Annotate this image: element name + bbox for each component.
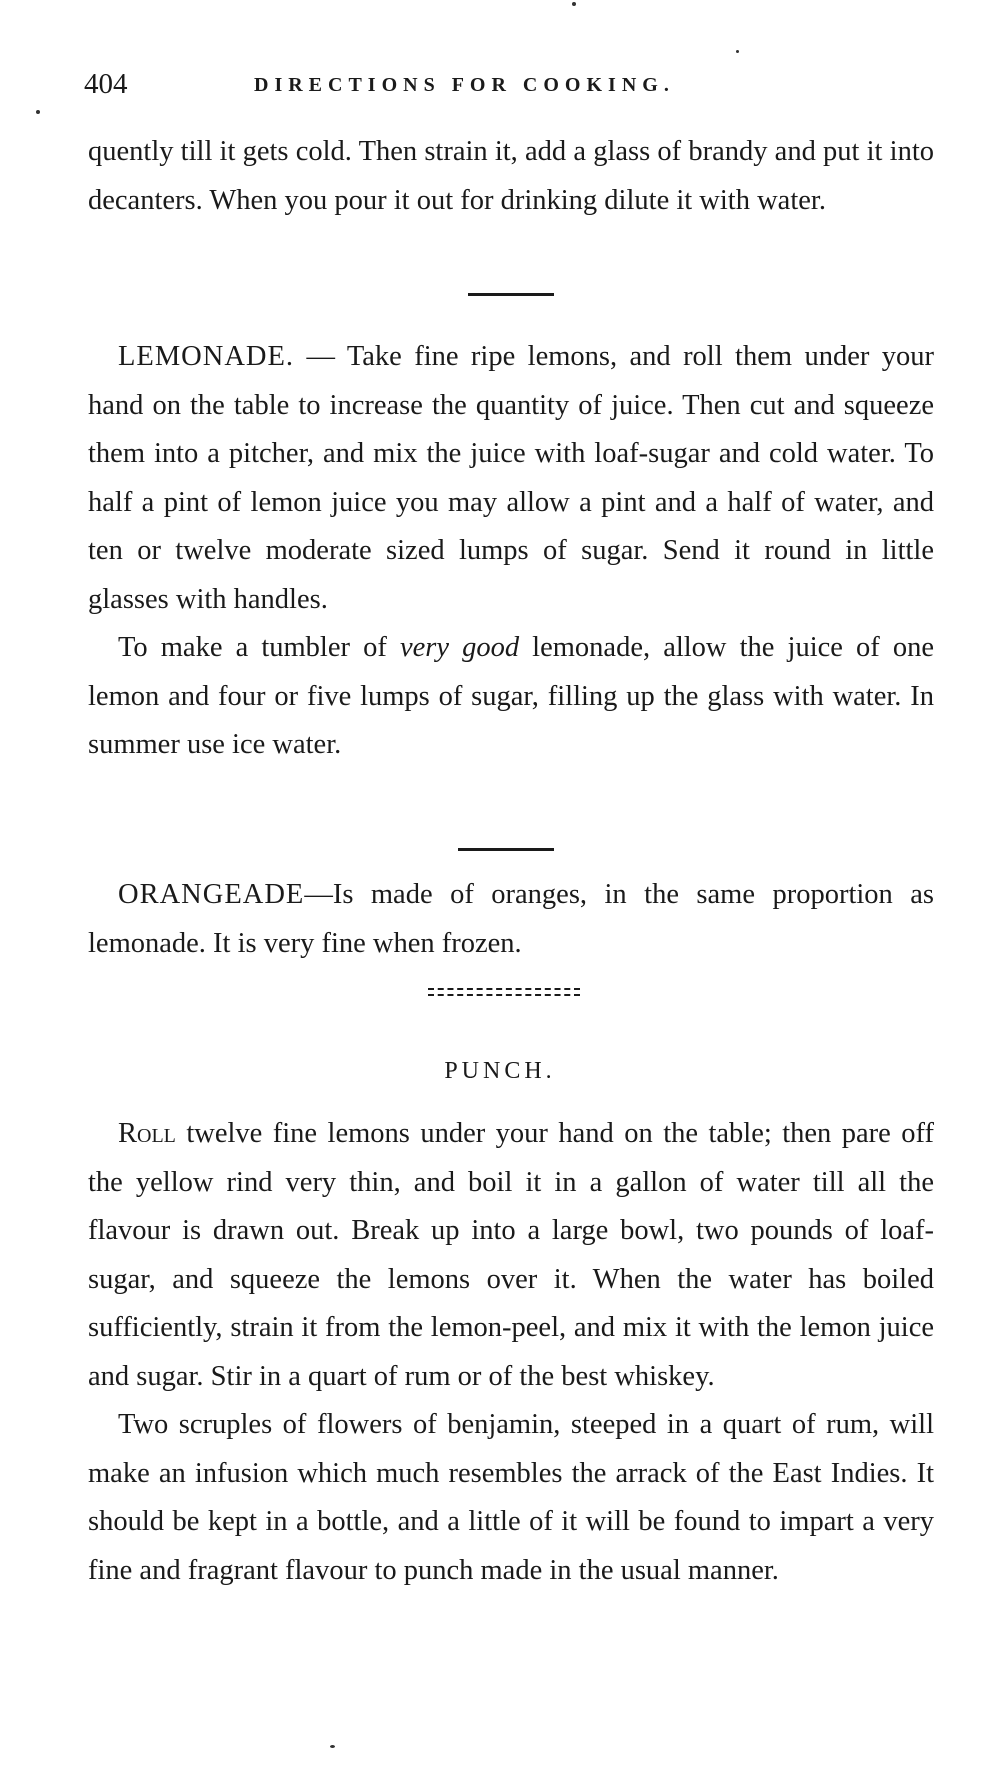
scan-speck [330, 1745, 335, 1748]
section-divider [458, 848, 554, 851]
ornamental-divider [428, 988, 580, 996]
lemonade-heading: LEMONADE. [118, 341, 295, 372]
tumbler-text-after: lemonade, allow the juice of one lemon and four or five lumps of sugar, filling up the glass with water. In summer use ice water. [88, 632, 935, 760]
lemonade-dash: — [294, 341, 347, 372]
lemonade-paragraph [88, 333, 934, 624]
lemonade-section [88, 333, 934, 770]
orangeade-body: —Is made of oranges, in the same proportion as lemonade. It is very fine when frozen. [88, 879, 934, 959]
page-header [84, 68, 944, 108]
punch-paragraph-1-body: twelve fine lemons under your hand on the table; then pare off the yellow rind very thin, and boil it in a gallon of water till all the flavour is drawn out. Break up into a large bowl, two pounds of loaf-sugar, and squeeze the lemons over it. When the water has boiled sufficiently, strain it from the lemon-peel, and mix it with the lemon juice and sugar. Stir in a quart of rum or of the best whiskey. [88, 1118, 934, 1392]
orangeade-paragraph [88, 871, 934, 968]
punch-title: PUNCH. [444, 1058, 556, 1084]
scan-speck [572, 2, 576, 6]
orangeade-section [88, 871, 934, 968]
orangeade-heading: ORANGEADE [118, 879, 305, 910]
intro-paragraph: quently till it gets cold. Then strain it, add a glass of brandy and put it into decanters. When you pour it out for drinking dilute it with water. [88, 136, 934, 216]
tumbler-text-before: To make a tumbler of [118, 632, 400, 663]
section-divider [468, 293, 554, 296]
punch-paragraph-1 [88, 1110, 934, 1401]
tumbler-emphasis: very good [399, 632, 520, 663]
intro-paragraph-block [88, 128, 934, 225]
punch-paragraph-2: Two scruples of flowers of benjamin, steeped in a quart of rum, will make an infusion which much resembles the arrack of the East Indies. It should be kept in a bottle, and a little of it will be found to impart a very fine and fragrant flavour to punch made in the usual manner. [88, 1409, 934, 1586]
scan-speck [36, 110, 40, 114]
punch-first-word: Roll [118, 1118, 176, 1149]
scan-speck [736, 50, 739, 53]
lemonade-body: Take fine ripe lemons, and roll them under your hand on the table to increase the quantity of juice. Then cut and squeeze them into a pitcher, and mix the juice with loaf-sugar and cold water. To half a pint of lemon juice you may allow a pint and a half of water, and ten or twelve moderate sized lumps of sugar. Send it round in little glasses with handles. [88, 341, 934, 615]
punch-section [88, 1110, 934, 1595]
page-number: 404 [84, 68, 128, 100]
lemonade-tumbler-paragraph [88, 624, 934, 770]
running-head: DIRECTIONS FOR COOKING. [254, 74, 675, 96]
